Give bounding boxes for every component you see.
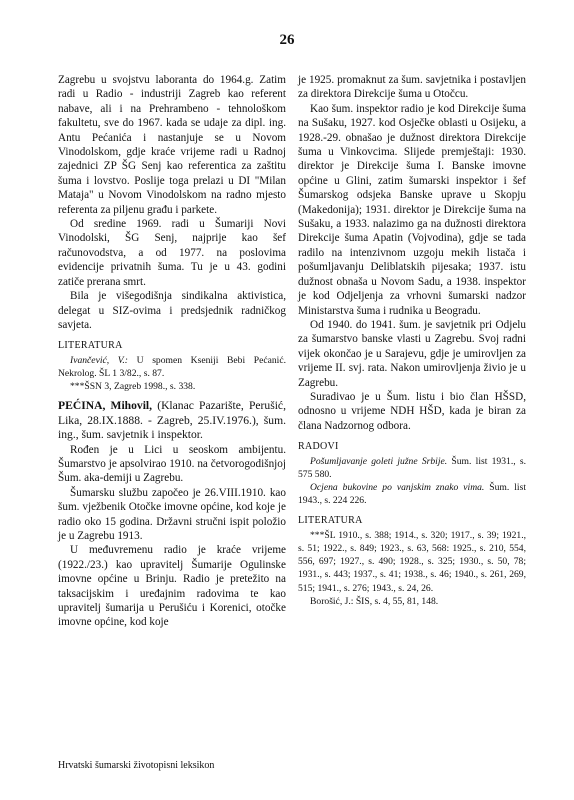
paragraph: Suradivao je u Šum. listu i bio član HŠSD, odnosno u vrijeme NDH HŠD, kada je biran za člana Nadzornog odbora.	[298, 390, 526, 432]
work-item	[298, 455, 526, 481]
work-text: Šum. list 1943., s. 224 226.	[298, 481, 526, 507]
paragraph: Šumarsku službu započeo je 26.VIII.1910. kao šum. vježbenik Otočke imovne općine, kod koje je radio oko 15 godina. Državni stručni ispit položio je u Zagrebu 1913.	[58, 486, 286, 542]
literature-item: Borošić, J.: ŠIS, s. 4, 55, 81, 148.	[310, 595, 439, 607]
literature-heading: LITERATURA	[58, 340, 123, 352]
literature-item: ***ŠL 1910., s. 388; 1914., s. 320; 1917., s. 39; 1921., s. 51; 1922., s. 849; 1923., s. 63, 568: 1925., s. 210, 554, 556, 697; 1927., s. 490; 1928., s. 325; 1930., s. 50, 78; 1931., s. 443; 1937., s. 41; 1938., s. 46; 1940., s. 261, 269, 515; 1941., s. 276; 1943., s. 24, 26.	[298, 529, 526, 594]
paragraph: Kao šum. inspektor radio je kod Direkcije šuma na Sušaku, 1927. kod Osječke oblasti u Osijeku, a 1928.-29. obnašao je dužnost direktora Direkcije šuma u Vinkovcima. Slijede premještaji: 1930. direktor je Direkcije šuma I. Banske imovne općine u Glini, zatim šumarski inspektor i šef Šumarskog odsjeka Banske uprave u Skopju (Makedonija); 1931. direktor je Direkcije šuma na Sušaku, a 1933. nalazimo ga na dužnosti direktora Direkcije šuma Apatin (Vojvodina), gdje se tada radilo na intenzivnom uzgoju mekih listača i pošumljavanju Deliblatskih pijesaka; 1937. istu dužnost obnaša u Novom Sadu, a 1938. inspektor je kod Odjeljenja za vrhovni šumarski nadzor Ministarstva šuma i rudnika u Beogradu.	[298, 102, 526, 317]
entry-intro-text: (Klanac Pazarište, Perušić, Lika, 28.IX.1888. - Zagreb, 25.IV.1976.), šum. ing., šum. savjetnik i inspektor.	[58, 399, 286, 442]
literature-item	[58, 354, 286, 380]
entry-name: PEĆINA, Mihovil,	[58, 399, 153, 413]
radovi-heading: RADOVI	[298, 441, 339, 453]
work-title: Pošumljavanje goleti južne Srbije.	[310, 455, 448, 467]
paragraph: Od sredine 1969. radi u Šumariji Novi Vinodolski, ŠG Senj, najprije kao šef računovodstva, a od 1977. na poslovima evidencije privatnih šuma. Tu je u 43. godini zatiče prerana smrt.	[58, 218, 286, 288]
work-text: Šum. list 1931., s. 575 580.	[298, 455, 526, 480]
entry-intro	[58, 399, 286, 442]
paragraph: Rođen je u Lici u seoskom ambijentu. Šumarstvo je apsolvirao 1910. na četvorogodišnjoj Šum. aka-demiji u Zagrebu.	[58, 443, 286, 485]
work-title: Ocjena bukovine po vanjskim znako vima.	[310, 481, 485, 493]
paragraph: je 1925. promaknut za šum. savjetnika i postavljen za direktora Direkcije šuma u Otočcu.	[298, 74, 526, 101]
paragraph: Zagrebu u svojstvu laboranta do 1964.g. Zatim radi u Radio - industriji Zagreb kao referent nabave, ali i na Prehrambeno - tehnološkom fakultetu, sve do 1967. kada se udaje za dipl. ing. Antu Pećanića i nastanjuje se u Novom Vinodolskom, gdje kraće vrijeme radi u Radnoj zajednici ZP ŠG Senj kao referentica za zaštitu šuma i lovstvo. Poslije toga prelazi u DI "Milan Mataja" u Novom Vinodolskom na radno mjesto referenta za piljenu građu i parkete.	[58, 74, 286, 216]
literature-item: ***ŠSN 3, Zagreb 1998., s. 338.	[70, 381, 196, 393]
left-column	[58, 73, 286, 630]
literature-author: Ivančević, V.:	[70, 354, 128, 366]
right-column	[298, 73, 526, 608]
literature-heading: LITERATURA	[298, 515, 363, 527]
footer: Hrvatski šumarski životopisni leksikon	[58, 760, 215, 771]
page-number: 26	[279, 32, 295, 48]
paragraph: U međuvremenu radio je kraće vrijeme (1922./23.) kao upravitelj Šumarije Ogulinske imovne općine u Brinju. Radio je pretežito na taksacijskim i uređajnim radovima te kao upravitelj šumarija u Perušiću i Korenici, otočke imovne općine, kod koje	[58, 544, 286, 629]
paragraph: Od 1940. do 1941. šum. je savjetnik pri Odjelu za šumarstvo banske vlasti u Zagrebu. Svoj radni vijek okončao je u Sarajevu, gdje je umirovljen za vrijeme II. svj. rata. Nakon umirovljenja živio je u Zagrebu.	[298, 318, 526, 389]
work-item	[298, 481, 526, 507]
paragraph: Bila je višegodišnja sindikalna aktivistica, delegat u SIZ-ovima i predsjednik radničkog savjeta.	[58, 290, 286, 331]
literature-text: U spomen Kseniji Bebi Pećanić. Nekrolog. ŠL 1 3/82., s. 87.	[58, 354, 286, 379]
